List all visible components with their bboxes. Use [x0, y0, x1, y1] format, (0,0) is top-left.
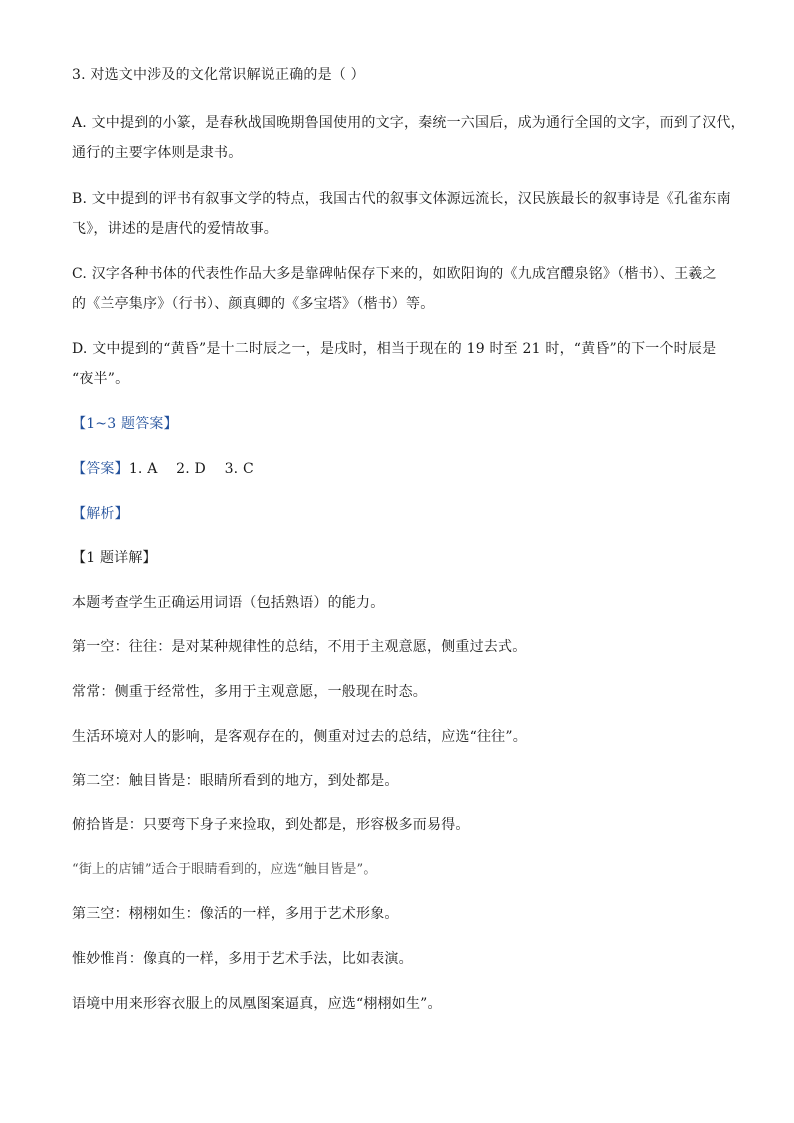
option-d-line-2: “夜半”。	[72, 371, 130, 387]
question-3-stem: 3. 对选文中涉及的文化常识解说正确的是（ ）	[72, 67, 365, 83]
detail-line: 生活环境对人的影响，是客观存在的，侧重对过去的总结，应选“往往”。	[72, 729, 527, 745]
detail-line: 语境中用来形容衣服上的凤凰图案逼真，应选“栩栩如生”。	[72, 996, 442, 1012]
analysis-header: 【解析】	[72, 506, 129, 522]
detail-line: 第三空：栩栩如生：像活的一样，多用于艺术形象。	[72, 906, 399, 922]
detail-line: “街上的店铺”适合于眼睛看到的，应选“触目皆是”。	[72, 862, 377, 877]
detail-line: 俯拾皆是：只要弯下身子来捡取，到处都是，形容极多而易得。	[72, 817, 470, 833]
option-a-line-2: 通行的主要字体则是隶书。	[72, 145, 243, 161]
option-c-line-1: C. 汉字各种书体的代表性作品大多是靠碑帖保存下来的，如欧阳询的《九成宫醴泉铭》（楷书）、王羲之	[72, 266, 717, 282]
detail-line: 惟妙惟肖：像真的一样，多用于艺术手法，比如表演。	[72, 951, 413, 967]
option-c-line-2: 的《兰亭集序》（行书）、颜真卿的《多宝塔》（楷书）等。	[72, 296, 435, 312]
option-a-line-1: A. 文中提到的小篆，是春秋战国晚期鲁国使用的文字，秦统一六国后，成为通行全国的文字，而到了汉代，	[72, 115, 745, 131]
option-d-line-1: D. 文中提到的“黄昏”是十二时辰之一，是戌时，相当于现在的 19 时至 21 时，“黄昏”的下一个时辰是	[72, 341, 717, 357]
answer-label: 【答案】	[72, 461, 129, 477]
option-b-line-1: B. 文中提到的评书有叙事文学的特点，我国古代的叙事文体源远流长，汉民族最长的叙事诗是《孔雀东南	[72, 191, 731, 207]
answer-text: 1. A 2. D 3. C	[128, 461, 254, 477]
option-b-line-2: 飞》，讲述的是唐代的爱情故事。	[72, 221, 278, 237]
detail-line: 第二空：触目皆是：眼睛所看到的地方，到处都是。	[72, 773, 399, 789]
detail-1-header: 【1 题详解】	[72, 550, 157, 566]
answer-row	[72, 459, 732, 479]
answers-header: 【1~3 题答案】	[72, 416, 178, 432]
detail-line: 本题考查学生正确运用词语（包括熟语）的能力。	[72, 595, 385, 611]
detail-line: 常常：侧重于经常性，多用于主观意愿，一般现在时态。	[72, 684, 427, 700]
detail-line: 第一空：往往：是对某种规律性的总结，不用于主观意愿，侧重过去式。	[72, 639, 527, 655]
